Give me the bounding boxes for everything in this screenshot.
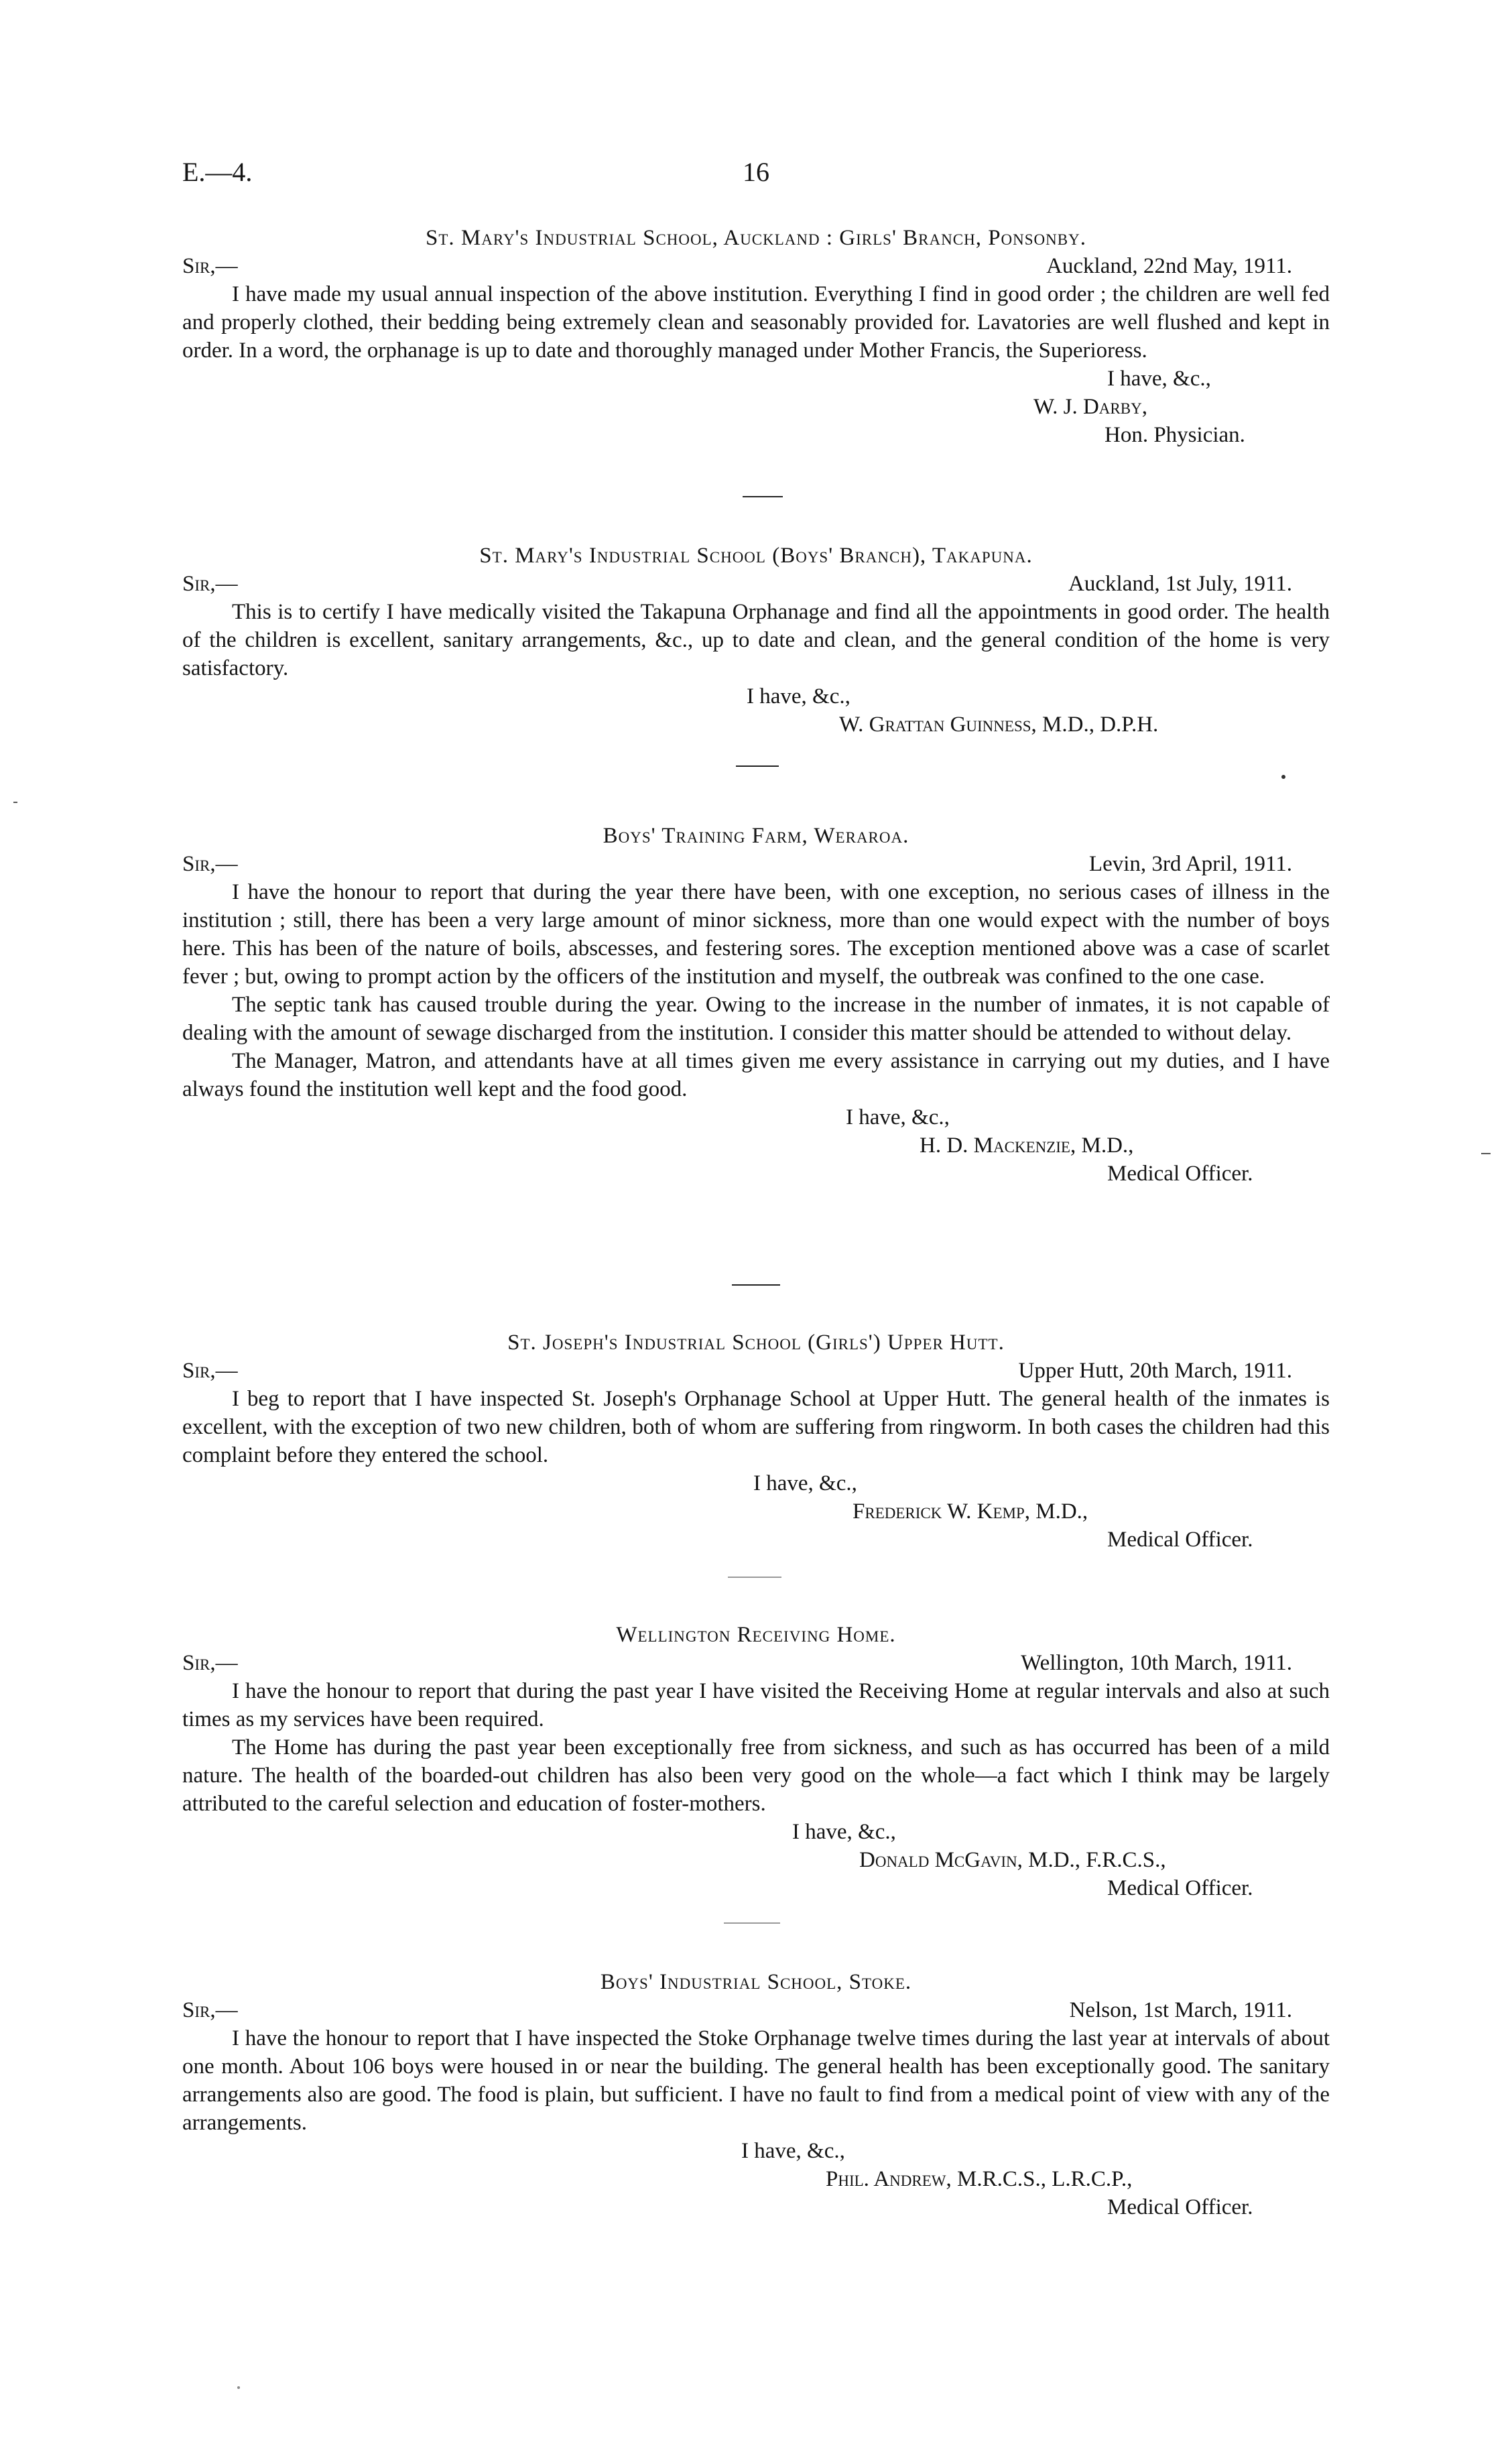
section-divider xyxy=(728,1577,781,1578)
signatory: H. D. Mackenzie, M.D., xyxy=(920,1133,1134,1158)
signature-block xyxy=(182,1103,1330,1188)
salutation: Sir,— xyxy=(182,1359,238,1383)
report-section-st-marys-girls xyxy=(182,224,1330,449)
salutation: Sir,— xyxy=(182,254,238,278)
closing: I have, &c., xyxy=(846,1105,950,1129)
closing: I have, &c., xyxy=(747,684,850,709)
report-section-st-josephs xyxy=(182,1329,1330,1554)
page-reference: E.—4. xyxy=(182,157,253,187)
report-section-weraroa xyxy=(182,822,1330,1188)
margin-mark xyxy=(1481,1153,1491,1154)
section-title: Boys' Industrial School, Stoke. xyxy=(600,1970,912,1994)
signatory: Donald McGavin, M.D., F.R.C.S., xyxy=(859,1848,1166,1872)
report-paragraph: I beg to report that I have inspected St. Joseph's Orphanage School at Upper Hutt. The general health of the inmates is excellent, with the exception of two new children, both of whom are suffering from ringworm. In both cases the children had this complaint before they entered the school. xyxy=(182,1387,1330,1467)
ink-speck xyxy=(237,2386,240,2389)
report-paragraph: I have made my usual annual inspection of the above institution. Everything I find in good order ; the children are well fed and properly clothed, their bedding being extremely clean and seasonably provided for. Lavatories are well flushed and kept in order. In a word, the orphanage is up to date and thoroughly managed under Mother Francis, the Superioress. xyxy=(182,282,1330,363)
closing: I have, &c., xyxy=(1107,367,1211,391)
signatory: Frederick W. Kemp, M.D., xyxy=(853,1499,1088,1524)
section-title: St. Mary's Industrial School, Auckland : Girls' Branch, Ponsonby. xyxy=(426,226,1086,250)
signatory-role: Medical Officer. xyxy=(1107,1162,1253,1186)
section-divider xyxy=(743,496,783,497)
signatory-role: Medical Officer. xyxy=(1107,2195,1253,2219)
salutation-line xyxy=(182,1996,1330,2024)
signature-block xyxy=(182,1469,1330,1554)
place-date: Upper Hutt, 20th March, 1911. xyxy=(1018,1359,1292,1383)
salutation: Sir,— xyxy=(182,572,238,596)
salutation-line xyxy=(182,570,1330,598)
salutation: Sir,— xyxy=(182,852,238,876)
signatory: W. J. Darby, xyxy=(1033,395,1147,419)
report-paragraph: I have the honour to report that during the year there have been, with one exception, no serious cases of illness in the institution ; still, there has been a very large amount of minor sickness, more than one would expect with the number of boys here. This has been of the nature of boils, abscesses, and festering sores. The exception mentioned above was a case of scarlet fever ; but, owing to prompt action by the officers of the institution and myself, the outbreak was confined to the one case. xyxy=(182,880,1330,989)
place-date: Auckland, 1st July, 1911. xyxy=(1068,572,1292,596)
signatory-role: Medical Officer. xyxy=(1107,1876,1253,1900)
closing: I have, &c., xyxy=(741,2139,845,2163)
salutation-line xyxy=(182,1649,1330,1677)
ink-speck xyxy=(1281,775,1285,779)
report-paragraph: The septic tank has caused trouble during the year. Owing to the increase in the number of inmates, it is not capable of dealing with the amount of sewage discharged from the institution. I consider this matter should be attended to without delay. xyxy=(182,993,1330,1045)
section-title: St. Joseph's Industrial School (Girls') Upper Hutt. xyxy=(507,1331,1005,1355)
report-paragraph: This is to certify I have medically visited the Takapuna Orphanage and find all the appointments in good order. The health of the children is excellent, sanitary arrangements, &c., up to date and clean, and the general condition of the home is very satisfactory. xyxy=(182,600,1330,680)
place-date: Nelson, 1st March, 1911. xyxy=(1069,1998,1292,2022)
margin-mark xyxy=(13,802,17,803)
place-date: Wellington, 10th March, 1911. xyxy=(1021,1651,1292,1675)
signature-block xyxy=(182,682,1330,739)
report-paragraph: I have the honour to report that I have inspected the Stoke Orphanage twelve times during the last year at intervals of about one month. About 106 boys were housed in or near the building. The general health has been exceptionally good. The sanitary arrangements also are good. The food is plain, but sufficient. I have no fault to find from a medical point of view with any of the arrangements. xyxy=(182,2026,1330,2135)
signature-block xyxy=(182,365,1330,449)
report-section-st-marys-boys xyxy=(182,542,1330,739)
salutation: Sir,— xyxy=(182,1998,238,2022)
salutation: Sir,— xyxy=(182,1651,238,1675)
report-paragraph: I have the honour to report that during the past year I have visited the Receiving Home at regular intervals and also at such times as my services have been required. xyxy=(182,1679,1330,1731)
salutation-line xyxy=(182,850,1330,878)
section-divider xyxy=(724,1922,780,1924)
place-date: Auckland, 22nd May, 1911. xyxy=(1046,254,1292,278)
report-paragraph: The Home has during the past year been exceptionally free from sickness, and such as has occurred has been of a mild nature. The health of the boarded-out children has also been very good on the whole—a fact which I think may be largely attributed to the careful selection and education of foster-mothers. xyxy=(182,1735,1330,1816)
signatory: Phil. Andrew, M.R.C.S., L.R.C.P., xyxy=(826,2167,1133,2191)
salutation-line xyxy=(182,252,1330,280)
closing: I have, &c., xyxy=(792,1820,896,1844)
signatory-role: Medical Officer. xyxy=(1107,1528,1253,1552)
signature-block xyxy=(182,1818,1330,1902)
report-section-stoke xyxy=(182,1968,1330,2221)
section-title: St. Mary's Industrial School (Boys' Branch), Takapuna. xyxy=(479,544,1033,568)
report-paragraph: The Manager, Matron, and attendants have at all times given me every assistance in carrying out my duties, and I have always found the institution well kept and the food good. xyxy=(182,1049,1330,1101)
report-section-wellington xyxy=(182,1621,1330,1902)
section-title: Wellington Receiving Home. xyxy=(616,1623,896,1647)
section-title: Boys' Training Farm, Weraroa. xyxy=(603,824,909,848)
signatory: W. Grattan Guinness, M.D., D.P.H. xyxy=(839,713,1159,737)
salutation-line xyxy=(182,1357,1330,1385)
section-divider xyxy=(736,765,779,767)
signature-block xyxy=(182,2137,1330,2221)
place-date: Levin, 3rd April, 1911. xyxy=(1088,852,1292,876)
signatory-role: Hon. Physician. xyxy=(1105,423,1245,447)
section-divider xyxy=(732,1284,780,1286)
page-number: 16 xyxy=(743,157,769,187)
closing: I have, &c., xyxy=(753,1471,857,1495)
